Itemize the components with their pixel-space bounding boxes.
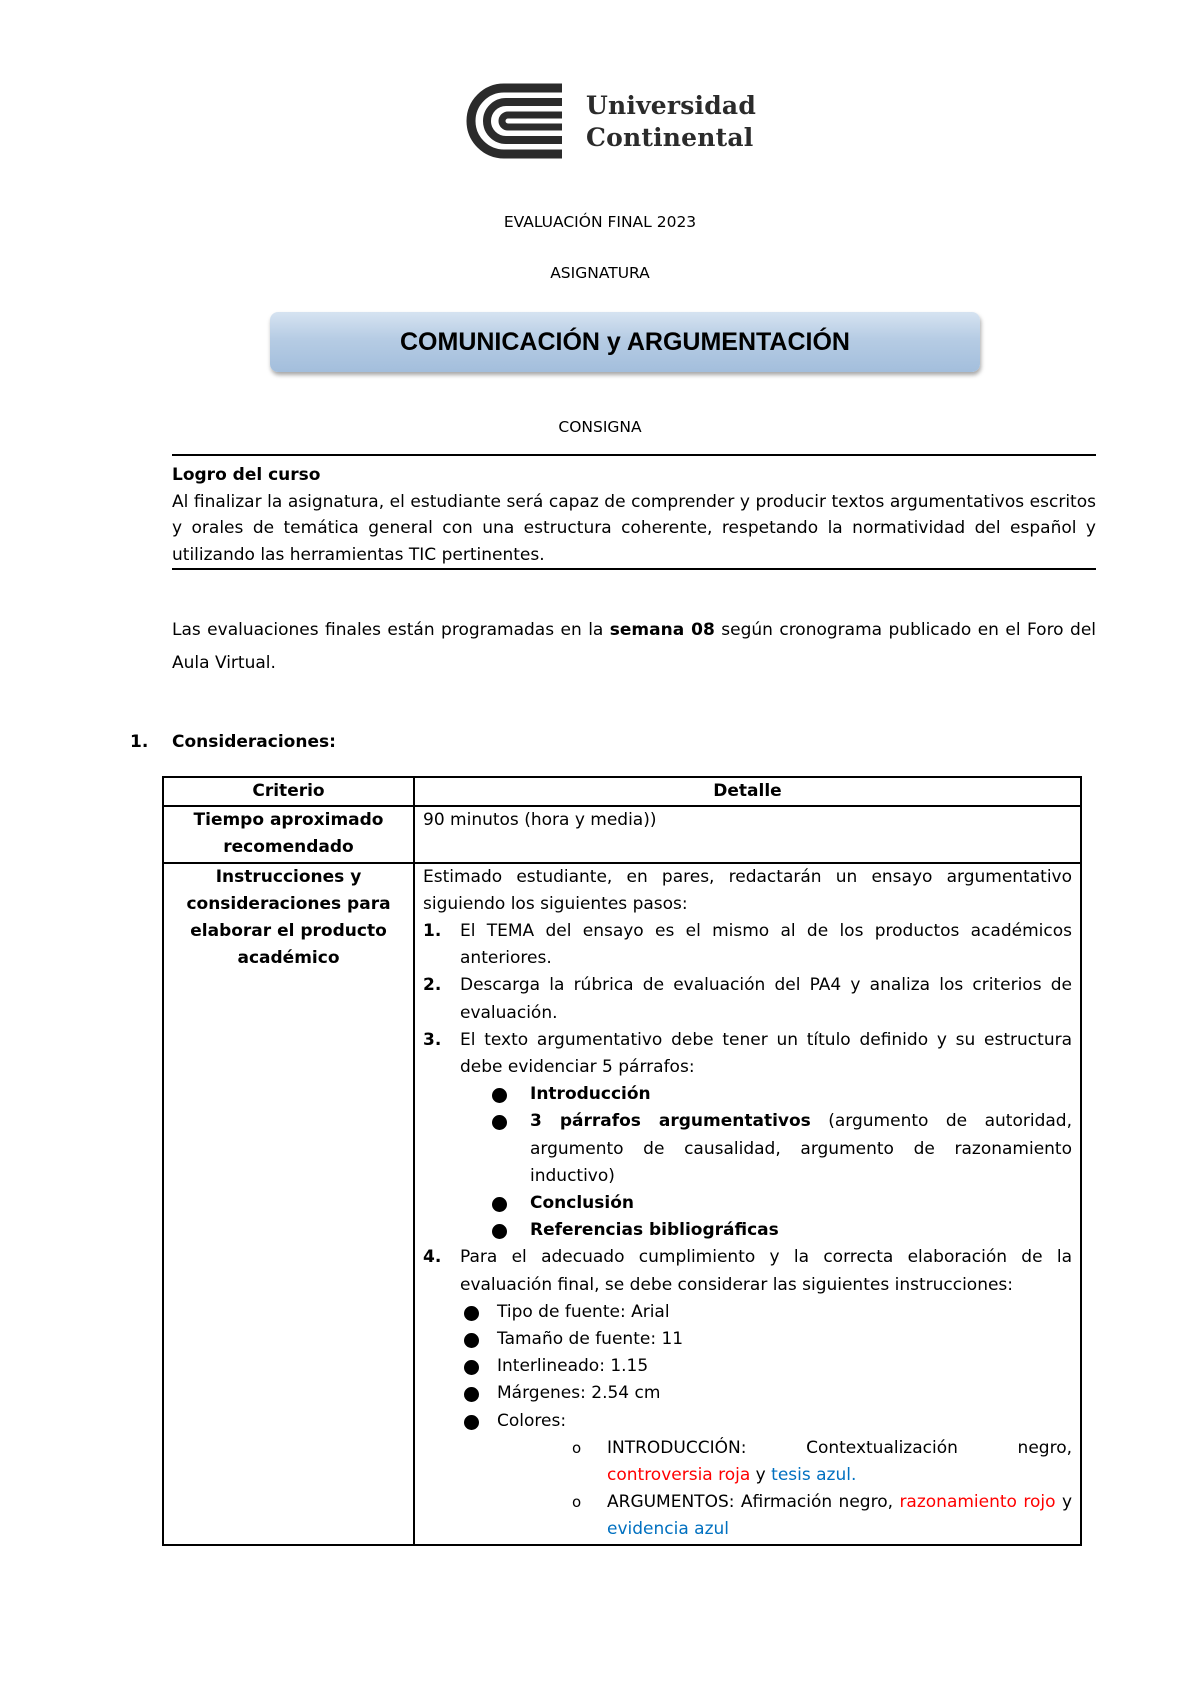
schedule-text-2: según cronograma publicado en el Foro del Aula Virtual. (172, 620, 1097, 673)
color-intro-red: controversia roja (607, 1465, 751, 1486)
format-list (460, 1299, 1072, 1435)
header-criterio: Criterio (163, 777, 414, 806)
evaluation-title: EVALUACIÓN FINAL 2023 (503, 213, 697, 231)
list-item (423, 1027, 1072, 1245)
structure-conclusion: Conclusión (530, 1193, 634, 1214)
list-item (460, 1217, 1072, 1244)
schedule-paragraph (172, 614, 1096, 680)
list-item (423, 1244, 1072, 1543)
detalle-tiempo: 90 minutos (hora y media)) (414, 806, 1081, 862)
schedule-text-1: Las evaluaciones finales están programadas en la (172, 620, 610, 640)
logro-text: Al finalizar la asignatura, el estudiante será capaz de comprender y producir textos argumentativos escritos y orales de temática general con una estructura coherente, respetando la normatividad del español y utilizando las herramientas TIC pertinentes. (172, 491, 1096, 565)
asignatura-label: ASIGNATURA (550, 264, 650, 282)
schedule-week: semana 08 (609, 620, 715, 640)
bullet-icon (492, 1115, 507, 1130)
color-arg-blue: evidencia azul (607, 1519, 729, 1540)
divider-top (172, 454, 1096, 456)
detalle-instrucciones (414, 863, 1081, 1545)
list-item (460, 1108, 1072, 1190)
bullet-icon (492, 1224, 507, 1239)
structure-intro: Introducción (530, 1084, 651, 1105)
step-number: 4. (423, 1247, 442, 1268)
color-arg-red: razonamiento rojo (899, 1492, 1056, 1513)
list-item (460, 1081, 1072, 1108)
logo-line-2: Continental (586, 123, 754, 152)
circle-bullet-icon: o (572, 1493, 582, 1512)
color-arg-black: ARGUMENTOS: Afirmación negro, (607, 1492, 900, 1513)
list-item (460, 1326, 1072, 1353)
considerations-table (162, 776, 1082, 1546)
format-margins: Márgenes: 2.54 cm (497, 1383, 661, 1404)
header-detalle: Detalle (414, 777, 1081, 806)
steps-list (423, 918, 1072, 1544)
format-size: Tamaño de fuente: 11 (497, 1329, 684, 1350)
colors-list (460, 1435, 1072, 1544)
section-number: 1. (130, 732, 149, 752)
logo-wordmark (586, 90, 756, 154)
table-header-row (163, 777, 1081, 806)
structure-args: 3 párrafos argumentativos (530, 1111, 811, 1132)
instructions-intro: Estimado estudiante, en pares, redactarán un ensayo argumentativo siguiendo los siguientes pasos: (423, 866, 1072, 914)
list-item (460, 1190, 1072, 1217)
bullet-icon (492, 1088, 507, 1103)
bullet-icon (464, 1306, 479, 1321)
section-heading (130, 732, 336, 752)
bullet-icon (464, 1415, 479, 1430)
bullet-icon (492, 1197, 507, 1212)
step-text: Para el adecuado cumplimiento y la correcta elaboración de la evaluación final, se debe considerar las siguientes instrucciones: (460, 1247, 1072, 1295)
bullet-icon (464, 1360, 479, 1375)
bullet-icon (464, 1333, 479, 1348)
format-font: Tipo de fuente: Arial (497, 1301, 670, 1322)
course-banner (270, 312, 980, 372)
logro-title: Logro del curso (172, 465, 321, 485)
logo-line-1: Universidad (586, 91, 757, 120)
structure-args-detail: (argumento de autoridad, argumento de causalidad, argumento de razonamiento inductivo) (530, 1111, 1072, 1186)
list-item (423, 972, 1072, 1026)
consigna-heading: CONSIGNA (558, 418, 642, 436)
criterio-tiempo: Tiempo aproximado recomendado (163, 806, 414, 862)
list-item (460, 1380, 1072, 1407)
step-number: 1. (423, 921, 442, 942)
logro-block (172, 462, 1096, 568)
format-colors: Colores: (497, 1410, 567, 1431)
criterio-instrucciones: Instrucciones y consideraciones para elaborar el producto académico (163, 863, 414, 1545)
table-row (163, 863, 1081, 1545)
step-text: El texto argumentativo debe tener un título definido y su estructura debe evidenciar 5 párrafos: (460, 1029, 1072, 1078)
bullet-icon (464, 1387, 479, 1402)
list-item (460, 1299, 1072, 1326)
list-item (423, 918, 1072, 972)
course-name: COMUNICACIÓN y ARGUMENTACIÓN (400, 327, 850, 356)
list-item (460, 1408, 1072, 1435)
divider-bottom (172, 568, 1096, 570)
step-number: 3. (423, 1029, 442, 1050)
structure-refs: Referencias bibliográficas (530, 1220, 779, 1241)
list-item (460, 1489, 1072, 1543)
structure-list (460, 1081, 1072, 1244)
step-text: Descarga la rúbrica de evaluación del PA4 y analiza los criterios de evaluación. (460, 975, 1072, 1023)
color-intro-black: INTRODUCCIÓN: Contextualización negro, (607, 1437, 1072, 1458)
step-text: El TEMA del ensayo es el mismo al de los productos académicos anteriores. (460, 921, 1072, 969)
list-item (460, 1435, 1072, 1489)
list-item (460, 1353, 1072, 1380)
format-spacing: Interlineado: 1.15 (497, 1356, 649, 1377)
section-title: Consideraciones: (172, 732, 336, 752)
color-intro-mid: y (750, 1465, 772, 1486)
color-intro-blue: tesis azul. (771, 1465, 857, 1486)
table-row (163, 806, 1081, 862)
step-number: 2. (423, 975, 442, 996)
circle-bullet-icon: o (572, 1438, 582, 1457)
color-arg-mid: y (1055, 1492, 1072, 1513)
